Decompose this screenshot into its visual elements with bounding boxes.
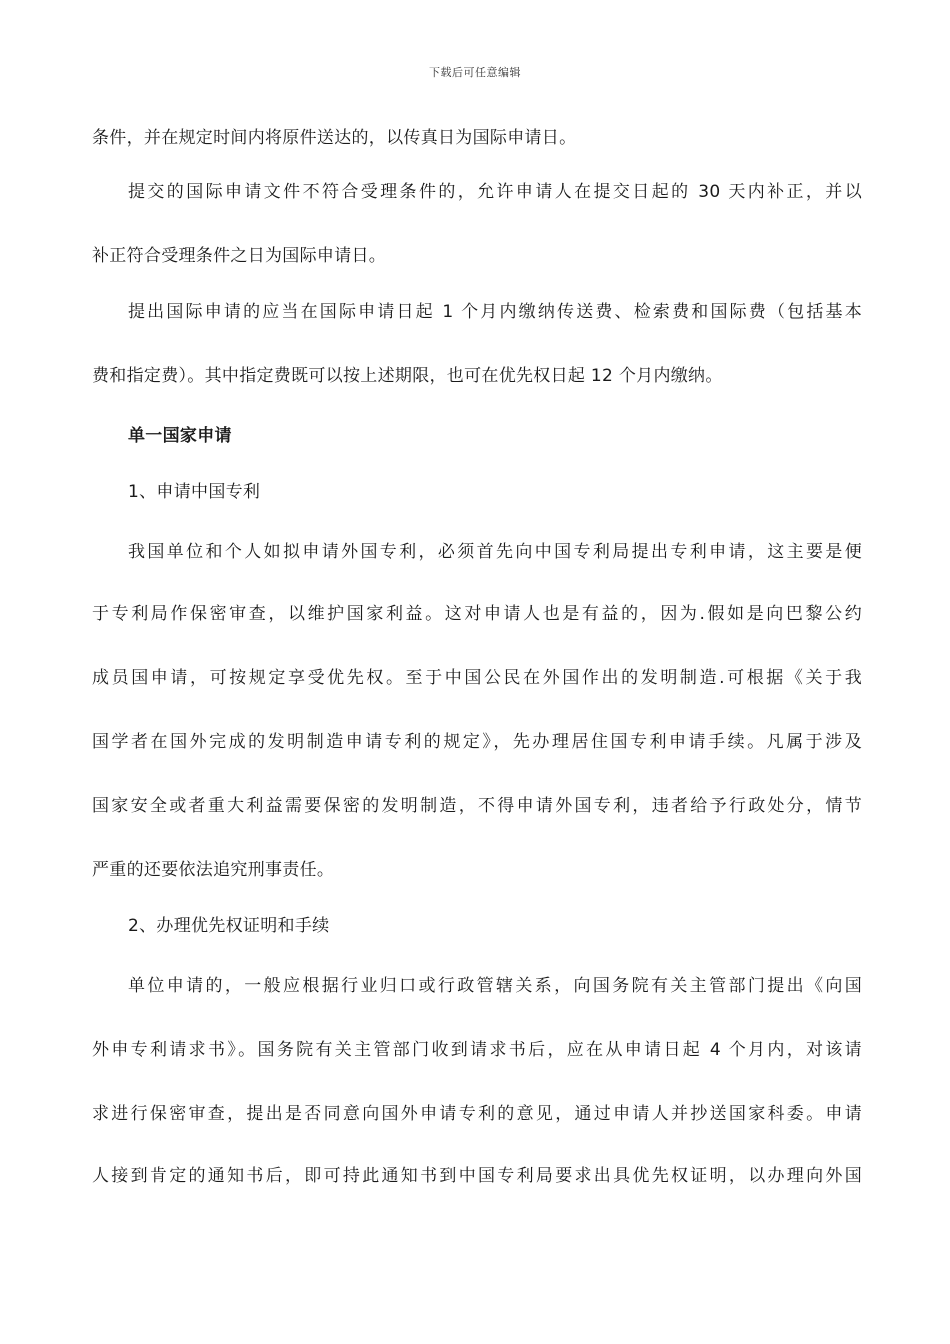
paragraph-line: 我国单位和个人如拟申请外国专利，必须首先向中国专利局提出专利申请，这主要是便 (128, 542, 862, 562)
paragraph-line: 成员国申请，可按规定享受优先权。至于中国公民在外国作出的发明制造.可根据《关于我 (92, 668, 862, 688)
paragraph-line: 提出国际申请的应当在国际申请日起 1 个月内缴纳传送费、检索费和国际费（包括基本 (128, 302, 862, 322)
paragraph-line: 条件，并在规定时间内将原件送达的，以传真日为国际申请日。 (92, 128, 577, 148)
paragraph-line: 外申专利请求书》。国务院有关主管部门收到请求书后，应在从申请日起 4 个月内，对该请 (92, 1040, 862, 1060)
paragraph-line: 费和指定费）。其中指定费既可以按上述期限，也可在优先权日起 12 个月内缴纳。 (92, 366, 723, 386)
page-header: 下载后可任意编辑 (429, 66, 521, 79)
paragraph-line: 单位申请的，一般应根据行业归口或行政管辖关系，向国务院有关主管部门提出《向国 (128, 976, 862, 996)
paragraph-line: 求进行保密审查，提出是否同意向国外申请专利的意见，通过申请人并抄送国家科委。申请 (92, 1104, 862, 1124)
paragraph-line: 国家安全或者重大利益需要保密的发明制造，不得申请外国专利，违者给予行政处分，情节 (92, 796, 862, 816)
paragraph-line: 补正符合受理条件之日为国际申请日。 (92, 246, 387, 266)
paragraph-line: 严重的还要依法追究刑事责任。 (92, 860, 335, 880)
subsection-heading: 2、办理优先权证明和手续 (128, 916, 330, 936)
paragraph-line: 人接到肯定的通知书后，即可持此通知书到中国专利局要求出具优先权证明，以办理向外国 (92, 1166, 862, 1186)
paragraph-line: 国学者在国外完成的发明制造申请专利的规定》，先办理居住国专利申请手续。凡属于涉及 (92, 732, 862, 752)
subsection-heading: 1、申请中国专利 (128, 482, 261, 502)
paragraph-line: 于专利局作保密审查，以维护国家利益。这对申请人也是有益的，因为.假如是向巴黎公约 (92, 604, 862, 624)
paragraph-line: 提交的国际申请文件不符合受理条件的，允许申请人在提交日起的 30 天内补正，并以 (128, 182, 862, 202)
section-heading: 单一国家申请 (128, 426, 232, 446)
